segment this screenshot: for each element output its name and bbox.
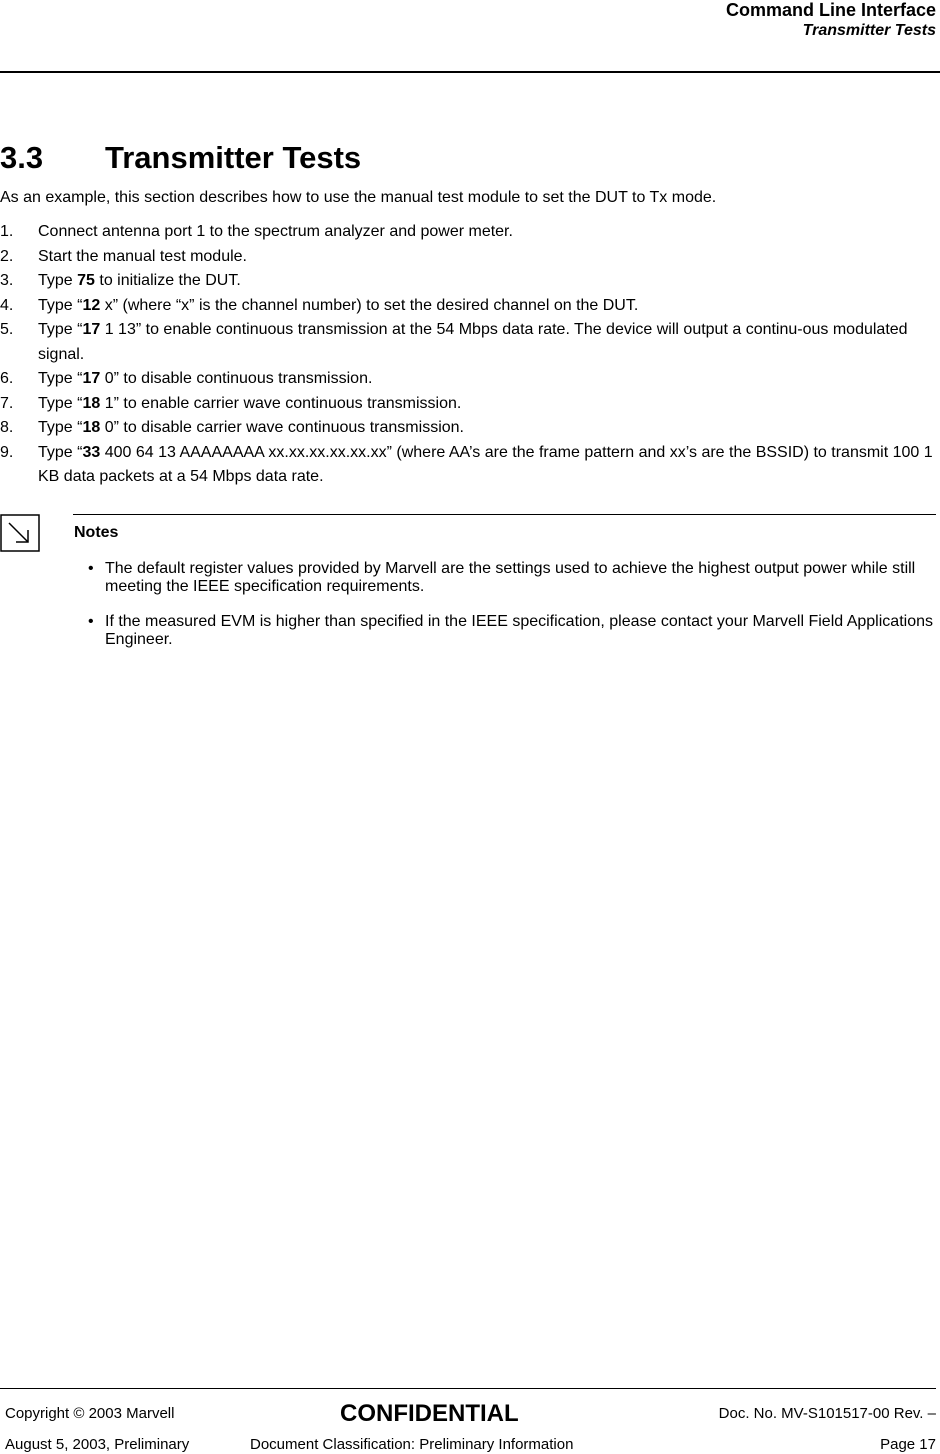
- bullet: •: [88, 613, 94, 630]
- section-number: 3.3: [0, 140, 44, 175]
- footer-page-number: Page 17: [880, 1436, 936, 1453]
- footer-confidential: CONFIDENTIAL: [340, 1400, 519, 1427]
- step-item: 5. Type “17 1 13” to enable continuous transmission at the 54 Mbps data rate. The device will output a continu-ous modulated signal.: [0, 318, 936, 367]
- step-number: 6.: [0, 370, 14, 387]
- section-title: Transmitter Tests: [105, 140, 362, 175]
- notes-rule: [73, 514, 936, 515]
- footer-rule: [0, 1388, 936, 1389]
- note-text: The default register values provided by Marvell are the settings used to achieve the highest output power while still meeting the IEEE specification requirements.: [105, 560, 916, 595]
- step-number: 8.: [0, 419, 14, 436]
- step-item: 3. Type 75 to initialize the DUT.: [0, 269, 936, 294]
- note-text: If the measured EVM is higher than specified in the IEEE specification, please contact your Marvell Field Applications Engineer.: [105, 613, 933, 648]
- step-item: 8. Type “18 0” to disable carrier wave continuous transmission.: [0, 416, 936, 441]
- steps-list: [0, 220, 936, 490]
- step-item: 4. Type “12 x” (where “x” is the channel number) to set the desired channel on the DUT.: [0, 294, 936, 319]
- step-number: 5.: [0, 321, 14, 338]
- step-item: 6. Type “17 0” to disable continuous transmission.: [0, 367, 936, 392]
- bullet: •: [88, 560, 94, 577]
- step-number: 9.: [0, 443, 14, 461]
- header-title: Command Line Interface: [725, 0, 936, 20]
- footer-copyright: Copyright © 2003 Marvell: [5, 1405, 175, 1422]
- step-item: 7. Type “18 1” to enable carrier wave continuous transmission.: [0, 392, 936, 417]
- step-item: 9. Type “33 400 64 13 AAAAAAAA xx.xx.xx.xx.xx.xx” (where AA’s are the frame pattern and xx’s are the BSSID) to transmit 100 1 KB data packets at a 54 Mbps data rate.: [0, 441, 936, 490]
- footer-doc-number: Doc. No. MV-S101517-00 Rev. –: [718, 1405, 936, 1422]
- note-item: [74, 560, 934, 596]
- step-number: 1.: [0, 223, 14, 240]
- step-number: 2.: [0, 247, 14, 265]
- step-item: 1. Connect antenna port 1 to the spectrum analyzer and power meter.: [0, 220, 936, 245]
- step-number: 4.: [0, 296, 14, 314]
- footer-classification: Document Classification: Preliminary Information: [250, 1436, 574, 1453]
- section-intro: As an example, this section describes how to use the manual test module to set the DUT to Tx mode.: [0, 189, 717, 206]
- step-number: 7.: [0, 394, 14, 412]
- header-rule: [0, 71, 940, 73]
- footer-date: August 5, 2003, Preliminary: [5, 1436, 190, 1453]
- step-item: 2. Start the manual test module.: [0, 245, 936, 270]
- step-number: 3.: [0, 272, 14, 289]
- note-item: [74, 613, 934, 649]
- header-subtitle: Transmitter Tests: [802, 22, 936, 39]
- notes-heading: Notes: [74, 524, 119, 541]
- note-icon: [0, 514, 40, 552]
